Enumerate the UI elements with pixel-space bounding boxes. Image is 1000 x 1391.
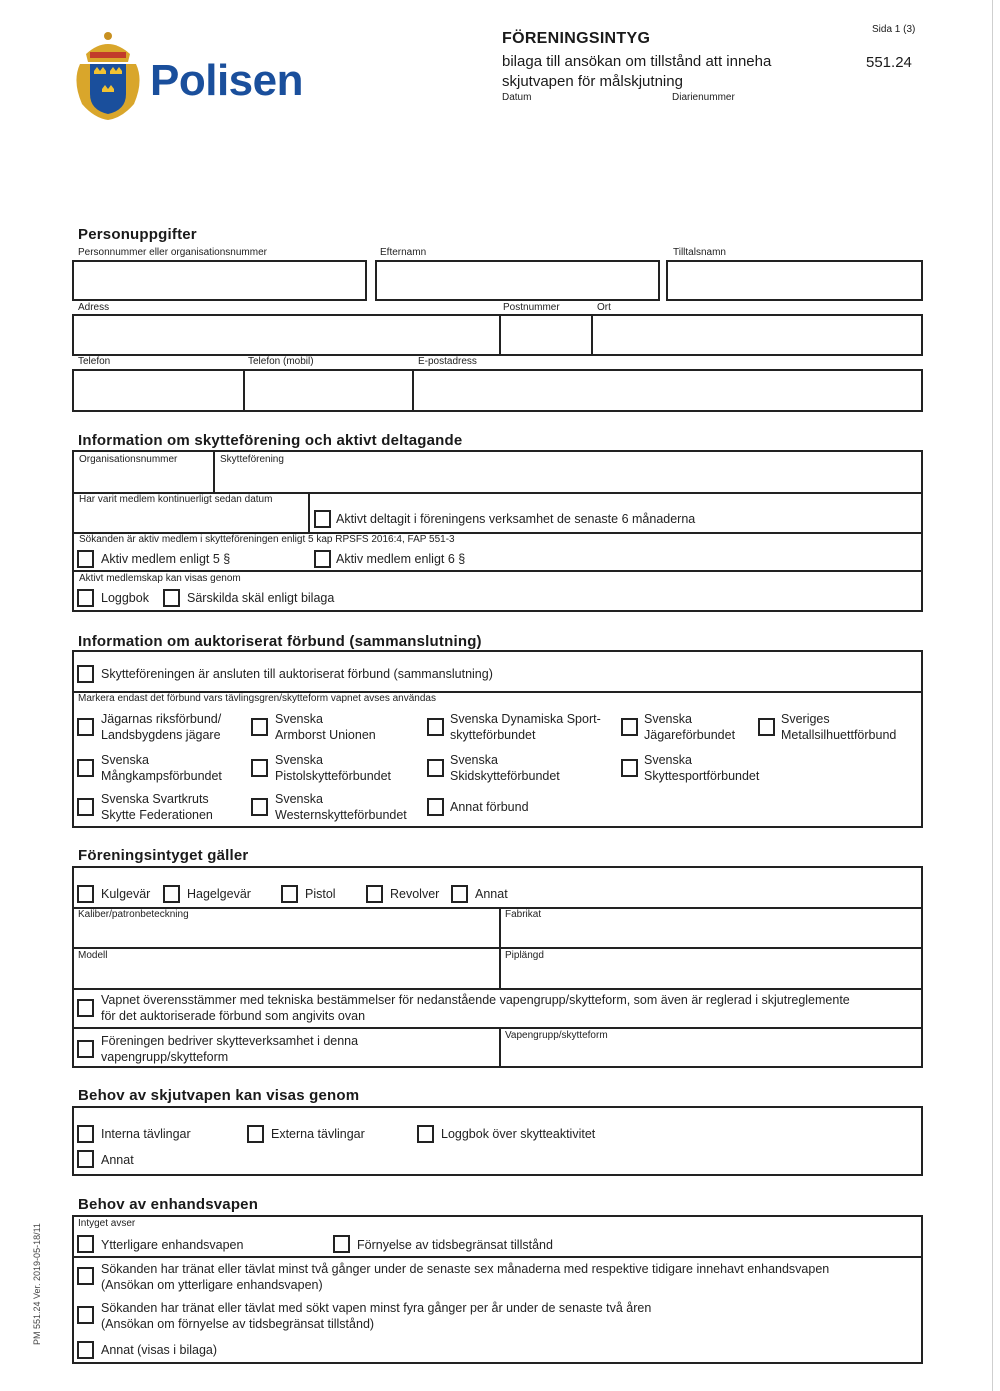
vapengrupp-field[interactable]: [501, 1042, 921, 1066]
piplangd-field[interactable]: [501, 961, 921, 988]
forbund-checkbox-metallsilhuett[interactable]: [758, 718, 775, 736]
hagelgevar-label: Hagelgevär: [187, 887, 251, 901]
skytteforening-field[interactable]: [215, 464, 921, 492]
fabrikat-field[interactable]: [501, 920, 921, 947]
ansluten-label: Skytteföreningen är ansluten till auktoriserat förbund (sammanslutning): [101, 667, 493, 681]
fyra-ganger-label: Sökanden har tränat eller tävlat med sökt vapen minst fyra gånger per år under de senaste två åren (Ansökan om förnyelse av tidsbegränsat tillstånd): [101, 1301, 652, 1331]
loggbok-skytteaktivitet-checkbox[interactable]: [417, 1125, 434, 1143]
polisen-logo: [72, 26, 322, 122]
pistol-label: Pistol: [305, 887, 336, 901]
medlem-sedan-field[interactable]: [74, 506, 308, 532]
crest-icon: [72, 26, 144, 122]
ort-field[interactable]: [593, 316, 921, 354]
forbund-checkbox-jagareforbundet[interactable]: [621, 718, 638, 736]
telefon-mobil-field[interactable]: [245, 371, 412, 410]
tva-ganger-label: Sökanden har tränat eller tävlat minst två gånger under de senaste sex månaderna med respektive tidigare innehavt enhandsvapen (Ansökan om ytterligare enhandsvapen): [101, 1262, 830, 1292]
aktivt-deltagit-label: Aktivt deltagit i föreningens verksamhet de senaste 6 månaderna: [336, 512, 696, 526]
diarienummer-label: Diarienummer: [672, 92, 735, 103]
tilltalsnamn-label: Tilltalsnamn: [673, 247, 726, 258]
page-number: Sida 1 (3): [872, 24, 916, 35]
loggbok-label: Loggbok: [101, 591, 149, 605]
piplangd-label: Piplängd: [505, 950, 544, 961]
divider: [74, 1256, 921, 1258]
revolver-checkbox[interactable]: [366, 885, 383, 903]
divider: [74, 907, 921, 909]
medlem-sedan-label: Har varit medlem kontinuerligt sedan datum: [79, 494, 273, 505]
adress-field[interactable]: [74, 316, 499, 354]
section-title-intyget-galler: Föreningsintyget gäller: [78, 847, 249, 864]
intyget-avser-label: Intyget avser: [78, 1218, 136, 1229]
kulgevar-label: Kulgevär: [101, 887, 151, 901]
section-title-forbund: Information om auktoriserat förbund (sammanslutning): [78, 633, 482, 650]
modell-label: Modell: [78, 950, 108, 961]
bedriver-label: Föreningen bedriver skytteverksamhet i denna vapengrupp/skytteform: [101, 1034, 359, 1064]
skytteforening-box: [72, 450, 923, 612]
ytterligare-label: Ytterligare enhandsvapen: [101, 1238, 244, 1252]
forbund-option-armborst: Svenska Armborst Unionen: [275, 712, 376, 742]
telefon-mobil-label: Telefon (mobil): [248, 356, 314, 367]
ansluten-checkbox[interactable]: [77, 665, 94, 683]
forbund-checkbox-jagarnas[interactable]: [77, 718, 94, 736]
subtitle-line-2: skjutvapen för målskjutning: [502, 73, 683, 90]
aktiv-5-checkbox[interactable]: [77, 550, 94, 568]
aktiv-6-checkbox[interactable]: [314, 550, 331, 568]
forbund-option-svartkruts: Svenska Svartkruts Skytte Federationen: [101, 792, 213, 822]
forbund-checkbox-armborst[interactable]: [251, 718, 268, 736]
document-title: FÖRENINGSINTYG: [502, 30, 651, 47]
divider: [74, 1027, 921, 1029]
fyra-ganger-checkbox[interactable]: [77, 1306, 94, 1324]
forbund-option-jagarnas: Jägarnas riksförbund/ Landsbygdens jägare: [101, 712, 222, 742]
tilltalsnamn-field[interactable]: [666, 260, 923, 301]
annat-vapen-checkbox[interactable]: [451, 885, 468, 903]
sarskilda-skal-label: Särskilda skäl enligt bilaga: [187, 591, 335, 605]
contact-row: [72, 369, 923, 412]
interna-tavlingar-checkbox[interactable]: [77, 1125, 94, 1143]
forbund-option-mangkamp: Svenska Mångkampsförbundet: [101, 753, 222, 783]
divider: [308, 492, 310, 532]
annat-bilaga-label: Annat (visas i bilaga): [101, 1343, 218, 1357]
section-title-behov-skjutvapen: Behov av skjutvapen kan visas genom: [78, 1087, 360, 1104]
forbund-option-annat: Annat förbund: [450, 800, 529, 814]
bedriver-checkbox[interactable]: [77, 1040, 94, 1058]
kaliber-field[interactable]: [74, 920, 499, 947]
forbund-checkbox-skidskytte[interactable]: [427, 759, 444, 777]
forbund-checkbox-dynamiska[interactable]: [427, 718, 444, 736]
section-title-behov-enhandsvapen: Behov av enhandsvapen: [78, 1196, 259, 1213]
divider: [74, 988, 921, 990]
skytteforening-label: Skytteförening: [220, 454, 284, 465]
forbund-checkbox-svartkruts[interactable]: [77, 798, 94, 816]
divider: [74, 947, 921, 949]
externa-tavlingar-label: Externa tävlingar: [271, 1127, 365, 1141]
org-nr-field[interactable]: [74, 464, 213, 492]
forbund-box: [72, 650, 923, 828]
forbund-option-jagareforbundet: Svenska Jägareförbundet: [644, 712, 736, 742]
subtitle-line-1: bilaga till ansökan om tillstånd att inneha: [502, 53, 772, 70]
externa-tavlingar-checkbox[interactable]: [247, 1125, 264, 1143]
fornyelse-label: Förnyelse av tidsbegränsat tillstånd: [357, 1238, 553, 1252]
kulgevar-checkbox[interactable]: [77, 885, 94, 903]
aktiv-6-label: Aktiv medlem enligt 6 §: [336, 552, 466, 566]
intyget-galler-box: [72, 866, 923, 1068]
form-number: 551.24: [866, 54, 912, 71]
annat-behov-label: Annat: [101, 1153, 134, 1167]
tva-ganger-checkbox[interactable]: [77, 1267, 94, 1285]
ytterligare-checkbox[interactable]: [77, 1235, 94, 1253]
section-title-skytteforening: Information om skytteförening och aktivt deltagande: [78, 432, 463, 449]
loggbok-skytteaktivitet-label: Loggbok över skytteaktivitet: [441, 1127, 596, 1141]
pistol-checkbox[interactable]: [281, 885, 298, 903]
forbund-option-pistolskytte: Svenska Pistolskytteförbundet: [275, 753, 392, 783]
fabrikat-label: Fabrikat: [505, 909, 542, 920]
markera-label: Markera endast det förbund vars tävlingsgren/skytteform vapnet avses användas: [78, 693, 436, 704]
postnummer-field[interactable]: [501, 316, 591, 354]
personnummer-field[interactable]: [72, 260, 367, 301]
overensstammer-label: Vapnet överensstämmer med tekniska bestämmelser för nedanstående vapengrupp/skytteform, som även är reglerad i skjutreglemente för det auktoriserade förbund som angivits ovan: [101, 993, 850, 1023]
forbund-option-skidskytte: Svenska Skidskytteförbundet: [450, 753, 560, 783]
telefon-label: Telefon: [78, 356, 111, 367]
overensstammer-checkbox[interactable]: [77, 999, 94, 1017]
ort-label: Ort: [597, 302, 611, 313]
forbund-option-skyttesport: Svenska Skyttesportförbundet: [644, 753, 760, 783]
document-subtitle: [502, 52, 822, 92]
loggbok-checkbox[interactable]: [77, 589, 94, 607]
forbund-checkbox-skyttesport[interactable]: [621, 759, 638, 777]
epost-field[interactable]: [414, 371, 921, 410]
annat-behov-checkbox[interactable]: [77, 1150, 94, 1168]
hagelgevar-checkbox[interactable]: [163, 885, 180, 903]
divider: [74, 570, 921, 572]
form-version-text: PM 551.24 Ver. 2019-05-18/11: [32, 1223, 42, 1345]
medlemskap-label: Aktivt medlemskap kan visas genom: [79, 573, 241, 584]
forbund-checkbox-annat[interactable]: [427, 798, 444, 816]
annat-bilaga-checkbox[interactable]: [77, 1341, 94, 1359]
forbund-checkbox-mangkamp[interactable]: [77, 759, 94, 777]
sarskilda-skal-checkbox[interactable]: [163, 589, 180, 607]
behov-enhandsvapen-box: [72, 1215, 923, 1364]
personnummer-label: Personnummer eller organisationsnummer: [78, 247, 267, 258]
efternamn-field[interactable]: [375, 260, 660, 301]
datum-label: Datum: [502, 92, 532, 103]
vapengrupp-label: Vapengrupp/skytteform: [505, 1030, 608, 1041]
org-nr-label: Organisationsnummer: [79, 454, 178, 465]
telefon-field[interactable]: [74, 371, 243, 410]
fornyelse-checkbox[interactable]: [333, 1235, 350, 1253]
address-row: [72, 314, 923, 356]
epost-label: E-postadress: [418, 356, 477, 367]
page-edge: [992, 0, 993, 1391]
adress-label: Adress: [78, 302, 110, 313]
kaliber-label: Kaliber/patronbeteckning: [78, 909, 189, 920]
aktiv-5-label: Aktiv medlem enligt 5 §: [101, 552, 231, 566]
aktivt-deltagit-checkbox[interactable]: [314, 510, 331, 528]
forbund-checkbox-westernskytte[interactable]: [251, 798, 268, 816]
annat-vapen-label: Annat: [475, 887, 508, 901]
interna-tavlingar-label: Interna tävlingar: [101, 1127, 191, 1141]
forbund-option-dynamiska: Svenska Dynamiska Sport- skytteförbundet: [450, 712, 601, 742]
section-title-personuppgifter: Personuppgifter: [78, 226, 197, 243]
modell-field[interactable]: [74, 961, 499, 988]
aktiv-medlem-label: Sökanden är aktiv medlem i skytteföreningen enligt 5 kap RPSFS 2016:4, FAP 551-3: [79, 534, 455, 545]
forbund-option-westernskytte: Svenska Westernskytteförbundet: [275, 792, 407, 822]
forbund-checkbox-pistolskytte[interactable]: [251, 759, 268, 777]
revolver-label: Revolver: [390, 887, 440, 901]
forbund-option-metallsilhuett: Sveriges Metallsilhuettförbund: [781, 712, 897, 742]
efternamn-label: Efternamn: [380, 247, 427, 258]
behov-skjutvapen-box: [72, 1106, 923, 1176]
postnummer-label: Postnummer: [503, 302, 560, 313]
logo-text: Polisen: [150, 56, 303, 105]
